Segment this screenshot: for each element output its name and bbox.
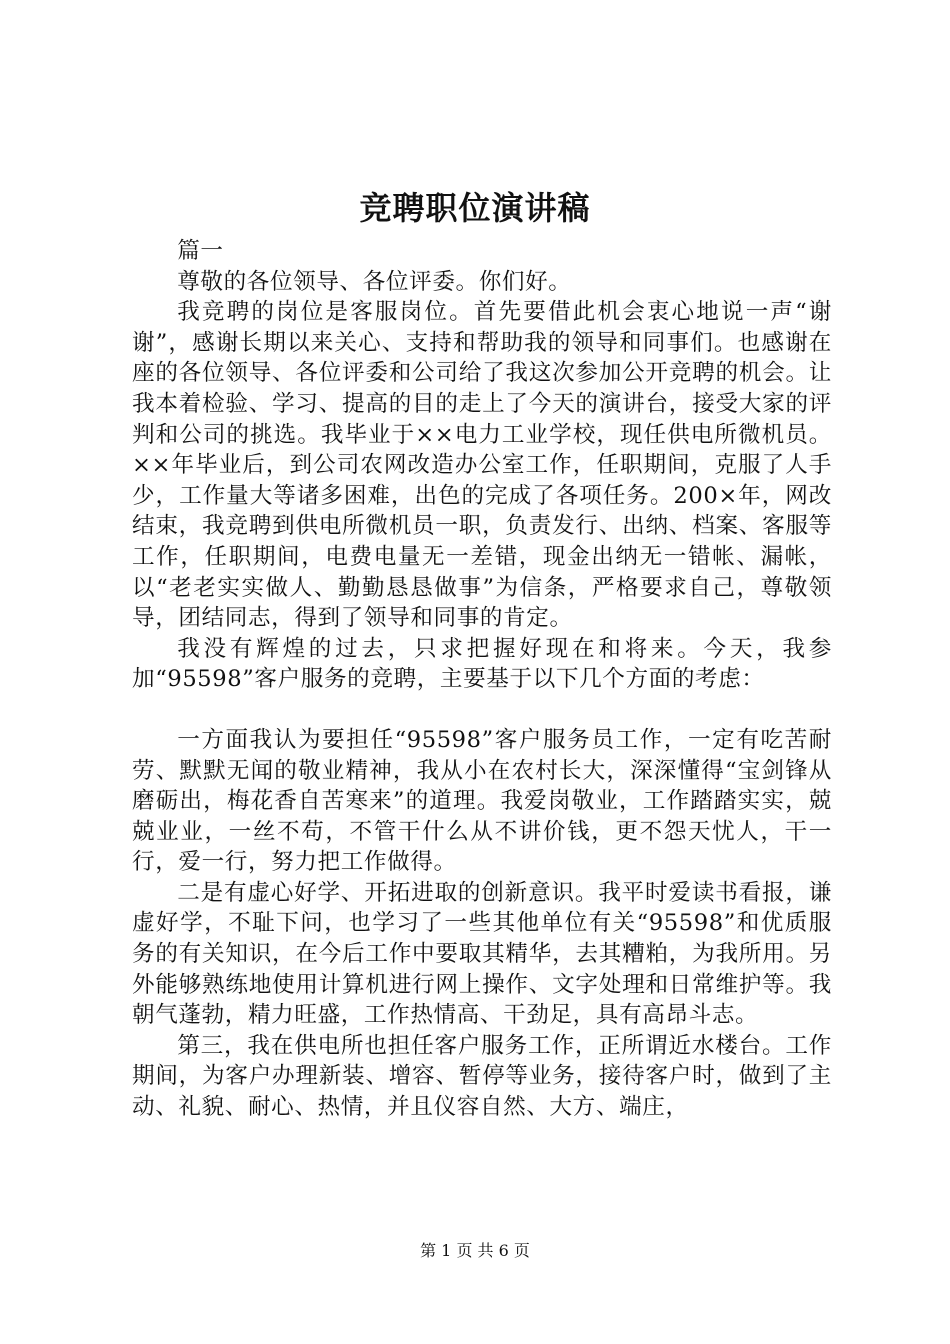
page-number-footer: 第 1 页 共 6 页 <box>420 1241 530 1260</box>
body-paragraph: 我竞聘的岗位是客服岗位。首先要借此机会衷心地说一声“谢谢”，感谢长期以来关心、支持和帮助我的领导和同事们。也感谢在座的各位领导、各位评委和公司给了我这次参加公开竞聘的机会。让我本着检验、学习、提高的目的走上了今天的演讲台，接受大家的评判和公司的挑选。我毕业于××电力工业学校，现任供电所微机员。××年毕业后，到公司农网改造办公室工作，任职期间，克服了人手少，工作量大等诸多困难，出色的完成了各项任务。200×年，网改结束，我竞聘到供电所微机员一职，负责发行、出纳、档案、客服等工作，任职期间，电费电量无一差错，现金出纳无一错帐、漏帐，以“老老实实做人、勤勤恳恳做事”为信条，严格要求自己，尊敬领导，团结同志，得到了领导和同事的肯定。 <box>132 299 832 632</box>
body-paragraph: 第三，我在供电所也担任客户服务工作，正所谓近水楼台。工作期间，为客户办理新装、增容、暂停等业务，接待客户时，做到了主动、礼貌、耐心、热情，并且仪容自然、大方、端庄， <box>132 1032 832 1121</box>
body-paragraph: 二是有虚心好学、开拓进取的创新意识。我平时爱读书看报，谦虚好学，不耻下问，也学习了一些其他单位有关“95598”和优质服务的有关知识，在今后工作中要取其精华，去其糟粕，为我所用。另外能够熟练地使用计算机进行网上操作、文字处理和日常维护等。我朝气蓬勃，精力旺盛，工作热情高、干劲足，具有高昂斗志。 <box>132 879 832 1029</box>
body-paragraph: 一方面我认为要担任“95598”客户服务员工作，一定有吃苦耐劳、默默无闻的敬业精神，我从小在农村长大，深深懂得“宝剑锋从磨砺出，梅花香自苦寒来”的道理。我爱岗敬业，工作踏踏实实，兢兢业业，一丝不苟，不管干什么从不讲价钱，更不怨天忧人，干一行，爱一行，努力把工作做得。 <box>132 726 832 876</box>
document-body <box>132 236 832 1123</box>
greeting-paragraph: 尊敬的各位领导、各位评委。你们好。 <box>177 268 572 295</box>
section-label: 篇一 <box>177 238 224 264</box>
document-title: 竞聘职位演讲稿 <box>359 189 591 227</box>
body-paragraph: 我没有辉煌的过去，只求把握好现在和将来。今天，我参加“95598”客户服务的竞聘，主要基于以下几个方面的考虑： <box>132 635 832 693</box>
